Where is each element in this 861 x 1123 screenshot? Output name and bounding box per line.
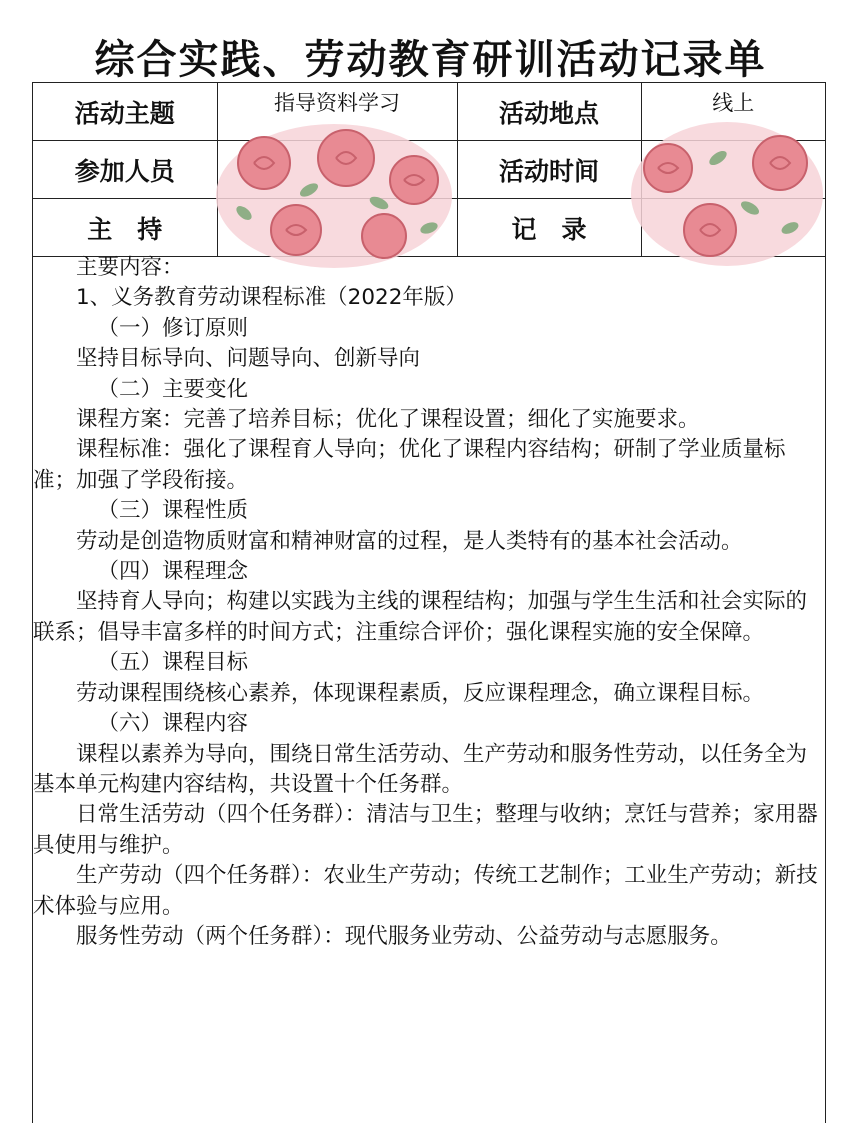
section-6-title: （六）课程内容: [97, 711, 249, 737]
section-5-title: （五）课程目标: [97, 650, 249, 676]
main-content: [33, 253, 825, 952]
recorder-label: 记 录: [457, 199, 641, 257]
section-2-text-1: 课程方案：完善了培养目标；优化了课程设置；细化了实施要求。: [76, 407, 700, 433]
section-6-text-1: 课程以素养为导向，围绕日常生活劳动、生产劳动和服务性劳动，以任务全为基本单元构建内容结构，共设置十个任务群。: [33, 741, 808, 797]
participants-value: [217, 141, 457, 199]
item-1: 1、义务教育劳动课程标准（2022年版）: [76, 285, 467, 311]
section-4-title: （四）课程理念: [97, 559, 249, 585]
host-value: [217, 199, 457, 257]
section-6-text-3: 生产劳动（四个任务群）：农业生产劳动；传统工艺制作；工业生产劳动；新技术体验与应用。: [33, 863, 818, 919]
content-heading: 主要内容：: [76, 255, 184, 280]
participants-label: 参加人员: [33, 141, 217, 199]
time-label: 活动时间: [457, 141, 641, 199]
location-value: 线上: [641, 83, 825, 141]
location-label: 活动地点: [457, 83, 641, 141]
theme-value: 指导资料学习: [217, 83, 457, 141]
record-sheet: [32, 82, 826, 1123]
time-value: [641, 141, 825, 199]
host-label: 主 持: [33, 199, 217, 257]
page-title: 综合实践、劳动教育研训活动记录单: [94, 37, 767, 83]
header-table: [33, 83, 825, 257]
section-5-text: 劳动课程围绕核心素养，体现课程素质，反应课程理念，确立课程目标。: [76, 680, 765, 706]
section-6-text-2: 日常生活劳动（四个任务群）：清洁与卫生；整理与收纳；烹饪与营养；家用器具使用与维护。: [33, 802, 818, 858]
theme-label: 活动主题: [33, 83, 217, 141]
section-1-text: 坚持目标导向、问题导向、创新导向: [76, 346, 421, 372]
section-6-text-4: 服务性劳动（两个任务群）：现代服务业劳动、公益劳动与志愿服务。: [76, 923, 732, 949]
section-4-text: 坚持育人导向；构建以实践为主线的课程结构；加强与学生生活和社会实际的联系；倡导丰富多样的时间方式；注重综合评价；强化课程实施的安全保障。: [33, 589, 808, 645]
section-3-title: （三）课程性质: [97, 498, 249, 524]
section-1-title: （一）修订原则: [97, 315, 249, 341]
section-3-text: 劳动是创造物质财富和精神财富的过程，是人类特有的基本社会活动。: [76, 528, 743, 554]
section-2-text-2: 课程标准：强化了课程育人导向；优化了课程内容结构；研制了学业质量标准；加强了学段衔接。: [33, 437, 786, 493]
recorder-value: [641, 199, 825, 257]
section-2-title: （二）主要变化: [97, 376, 249, 402]
